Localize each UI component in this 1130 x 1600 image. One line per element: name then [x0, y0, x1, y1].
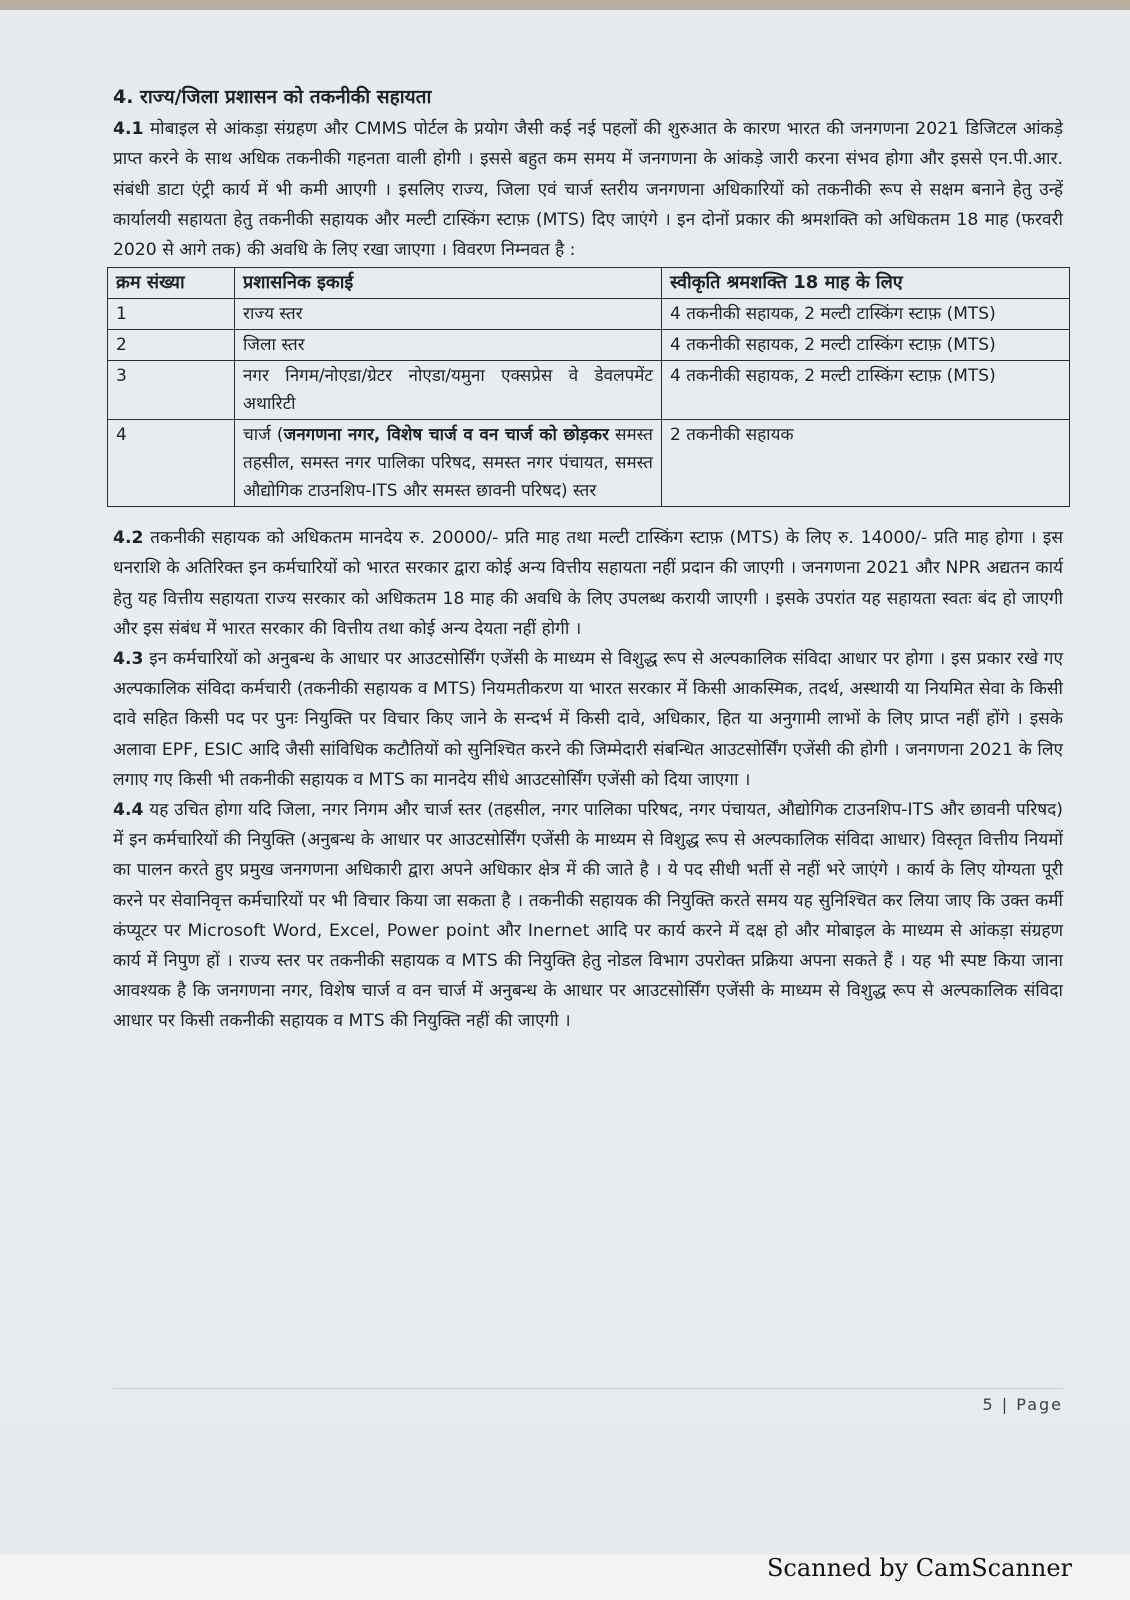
- cell-unit: नगर निगम/नोएडा/ग्रेटर नोएडा/यमुना एक्सप्रेस वे डेवलपमेंट अथारिटी: [235, 361, 662, 420]
- table-row: [108, 299, 1070, 330]
- paragraph-number: 4.1: [113, 119, 144, 140]
- cell-serial: 4: [108, 420, 235, 507]
- paragraph-text: यह उचित होगा यदि जिला, नगर निगम और चार्ज स्तर (तहसील, नगर पालिका परिषद, नगर पंचायत, औद्योगिक टाउनशिप-ITS और छावनी परिषद) में इन कर्मचारियों की नियुक्ति (अनुबन्ध के आधार पर आउटसोर्सिंग एजेंसी के माध्यम से विशुद्ध रूप से अल्पकालिक संविदा आधार) विस्तृत वित्तीय नियमों का पालन करते हुए प्रमुख जनगणना अधिकारी द्वारा अपने अधिकार क्षेत्र में की जाते है । ये पद सीधी भर्ती से नहीं भरे जाएंगे । कार्य के लिए योग्यता पूरी करने पर सेवानिवृत्त कर्मचारियों पर भी विचार किया जा सकता है । तकनीकी सहायक की नियुक्ति करते समय यह सुनिश्चित कर लिया जाए कि उक्त कर्मी कंप्यूटर पर Microsoft Word, Excel, Power point और Inernet आदि पर कार्य करने में दक्ष हो और मोबाइल के माध्यम से आंकड़ा संग्रहण कार्य में निपुण हों । राज्य स्तर पर तकनीकी सहायक व MTS की नियुक्ति हेतु नोडल विभाग उपरोक्त प्रक्रिया अपना सकते हैं । यह भी स्पष्ट किया जाना आवश्यक है कि जनगणना नगर, विशेष चार्ज व वन चार्ज में अनुबन्ध के आधार पर आउटसोर्सिंग एजेंसी के माध्यम से विशुद्ध रूप से अल्पकालिक संविदा आधार पर किसी तकनीकी सहायक व MTS की नियुक्ति नहीं की जाएगी ।: [113, 800, 1064, 1032]
- paragraph-text: मोबाइल से आंकड़ा संग्रहण और CMMS पोर्टल के प्रयोग जैसी कई नई पहलों की शुरुआत के कारण भारत की जनगणना 2021 डिजिटल आंकड़े प्राप्त करने के साथ अधिक तकनीकी गहनता वाली होगी । इससे बहुत कम समय में जनगणना के आंकड़े जारी करना संभव होगा और इससे एन.पी.आर. संबंधी डाटा एंट्री कार्य में भी कमी आएगी । इसलिए राज्य, जिला एवं चार्ज स्तरीय जनगणना अधिकारियों को तकनीकी रूप से सक्षम बनाने हेतु उन्हें कार्यालयी सहायता हेतु तकनीकी सहायक और मल्टी टास्किंग स्टाफ़ (MTS) दिए जाएंगे । इन दोनों प्रकार की श्रमशक्ति को अधिकतम 18 माह (फरवरी 2020 से आगे तक) की अवधि के लिए रखा जाएगा । विवरण निम्नवत है :: [113, 119, 1063, 261]
- paragraph-text: तकनीकी सहायक को अधिकतम मानदेय रु. 20000/- प्रति माह तथा मल्टी टास्किंग स्टाफ़ (MTS) के लिए रु. 14000/- प्रति माह होगा । इस धनराशि के अतिरिक्त इन कर्मचारियों को भारत सरकार द्वारा कोई अन्य वित्तीय सहायता नहीं प्रदान की जाएगी । जनगणना 2021 और NPR अद्यतन कार्य हेतु यह वित्तीय सहायता राज्य सरकार को अधिकतम 18 माह की अवधि के लिए उपलब्ध करायी जाएगी । इसके उपरांत यह सहायता स्वतः बंद हो जाएगी और इस संबंध में भारत सरकार की वित्तीय तथा कोई अन्य देयता नहीं होगी ।: [113, 528, 1063, 639]
- cell-unit: जिला स्तर: [235, 330, 662, 361]
- header-sanctioned-staff: स्वीकृति श्रमशक्ति 18 माह के लिए: [662, 268, 1070, 299]
- cell-serial: 2: [108, 330, 235, 361]
- unit-text-suffix: समस्त तहसील, समस्त नगर पालिका परिषद, समस्त नगर पंचायत, समस्त औद्योगिक टाउनशिप-ITS और समस्त छावनी परिषद) स्तर: [243, 425, 653, 502]
- paragraph-number: 4.2: [113, 528, 144, 549]
- staffing-table: [107, 267, 1070, 507]
- page-content: [113, 82, 1063, 1037]
- header-admin-unit: प्रशासनिक इकाई: [235, 268, 662, 299]
- cell-staff: 2 तकनीकी सहायक: [662, 420, 1070, 507]
- table-row: [108, 330, 1070, 361]
- paragraph-text: इन कर्मचारियों को अनुबन्ध के आधार पर आउटसोर्सिंग एजेंसी के माध्यम से विशुद्ध रूप से अल्पकालिक संविदा आधार पर होगा । इस प्रकार रखे गए अल्पकालिक संविदा कर्मचारी (तकनीकी सहायक व MTS) नियमतीकरण या भारत सरकार में किसी आकस्मिक, तदर्थ, अस्थायी या नियमित सेवा के किसी दावे सहित किसी पद पर पुनः नियुक्ति पर विचार किए जाने के सन्दर्भ में किसी दावे, अधिकार, हित या अनुगामी लाभों के लिए प्राप्त नहीं होंगे । इसके अलावा EPF, ESIC आदि जैसी सांविधिक कटौतियों को सुनिश्चित करने की जिम्मेदारी संबन्धित आउटसोर्सिंग एजेंसी की होगी । जनगणना 2021 के लिए लगाए गए किसी भी तकनीकी सहायक व MTS का मानदेय सीधे आउटसोर्सिंग एजेंसी को दिया जाएगा ।: [113, 649, 1063, 790]
- unit-text-bold: जनगणना नगर, विशेष चार्ज व वन चार्ज को छोड़कर: [283, 425, 609, 446]
- paragraph-number: 4.4: [113, 800, 144, 821]
- cell-staff: 4 तकनीकी सहायक, 2 मल्टी टास्किंग स्टाफ़ (MTS): [662, 299, 1070, 330]
- page-number: 5 | Page: [113, 1388, 1063, 1414]
- header-serial: क्रम संख्या: [108, 268, 235, 299]
- table-row: [108, 361, 1070, 420]
- cell-staff: 4 तकनीकी सहायक, 2 मल्टी टास्किंग स्टाफ़ (MTS): [662, 330, 1070, 361]
- table-row: [108, 420, 1070, 507]
- paragraph-4-1: [113, 114, 1063, 265]
- cell-staff: 4 तकनीकी सहायक, 2 मल्टी टास्किंग स्टाफ़ (MTS): [662, 361, 1070, 420]
- paragraph-4-3: [113, 644, 1063, 795]
- cell-unit: राज्य स्तर: [235, 299, 662, 330]
- paragraph-number: 4.3: [113, 649, 144, 670]
- unit-text-prefix: चार्ज (: [243, 425, 284, 446]
- section-heading: 4. राज्य/जिला प्रशासन को तकनीकी सहायता: [113, 86, 432, 108]
- paragraph-4-4: [113, 795, 1063, 1037]
- paragraph-4-2: [113, 523, 1063, 644]
- cell-serial: 3: [108, 361, 235, 420]
- table-header-row: [108, 268, 1070, 299]
- cell-serial: 1: [108, 299, 235, 330]
- scanner-watermark: Scanned by CamScanner: [766, 1554, 1072, 1582]
- cell-unit: [235, 420, 662, 507]
